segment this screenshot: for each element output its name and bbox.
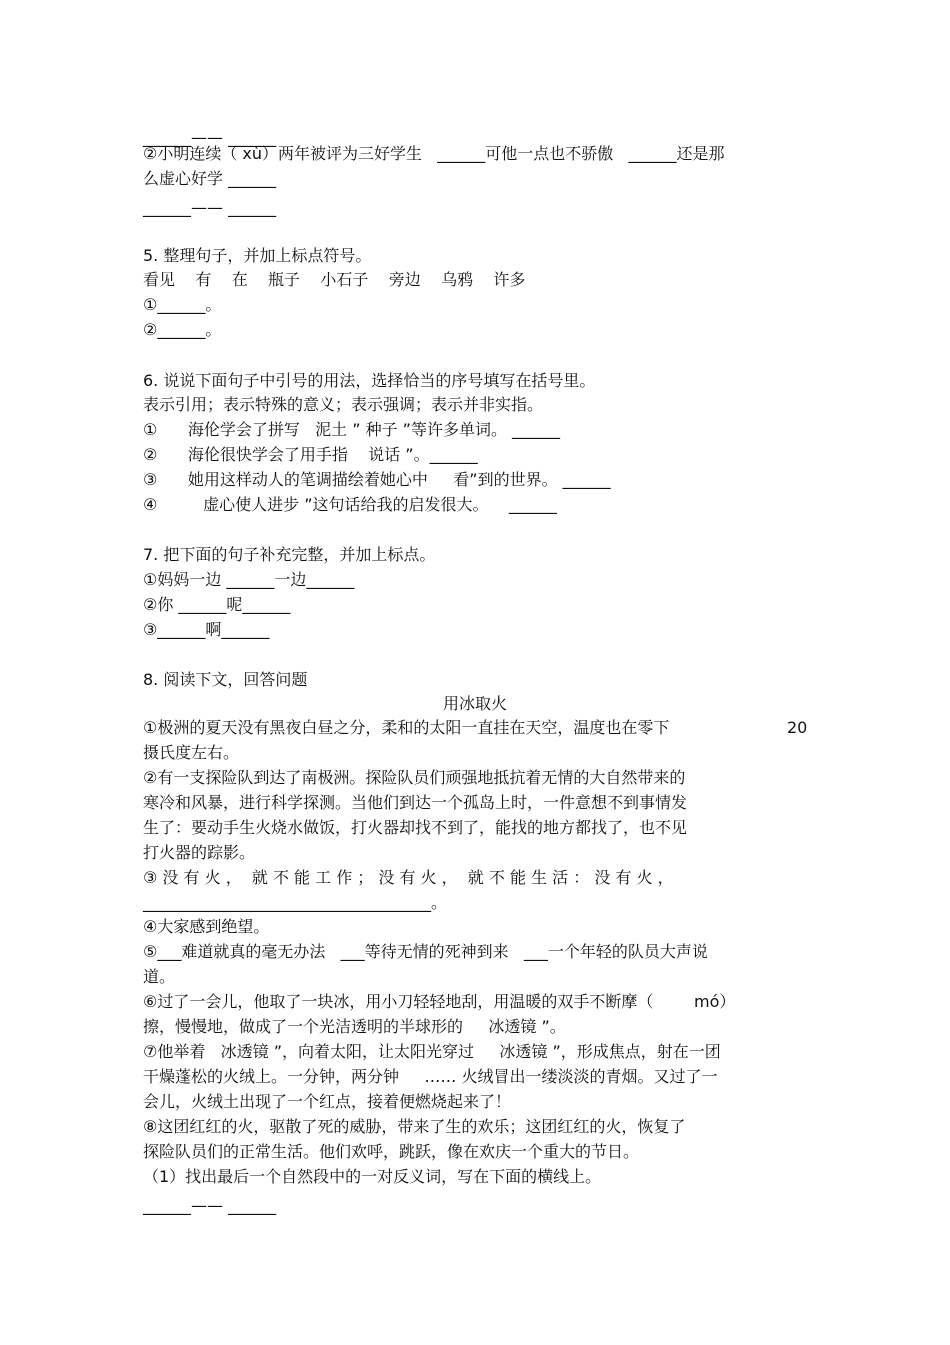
- question-5-heading: 5. 整理句子，并加上标点符号。: [143, 246, 372, 265]
- passage-temp-value: 20: [787, 718, 808, 737]
- passage-title: 用冰取火: [442, 694, 507, 713]
- q4-sentence-2-cont: 么虚心好学 ______: [143, 169, 277, 188]
- answer-line-synonym-pair: ______—— ______: [143, 128, 277, 147]
- sub-question-1: （1）找出最后一个自然段中的一对反义词，写在下面的横线上。: [143, 1167, 602, 1186]
- q4-sentence-2: ②小明连续（ xù）两年被评为三好学生 ______可他一点也不骄傲 ______还是那: [143, 144, 725, 163]
- question-7-heading: 7. 把下面的句子补充完整，并加上标点。: [143, 545, 436, 564]
- answer-line-antonym-pair: ______—— ______: [143, 1196, 277, 1215]
- passage-para-2-line-2: 寒冷和风暴，进行科学探测。当他们到达一个孤岛上时，一件意想不到事情发: [143, 793, 688, 812]
- passage-para-3-blank: ____________________________________。: [143, 893, 448, 912]
- question-7-item-1: ①妈妈一边 ______一边______: [143, 570, 355, 589]
- answer-line-pair: ______—— ______: [143, 198, 277, 217]
- passage-para-7-line-1: ⑦他举着 冰透镜 ”，向着太阳，让太阳光穿过 冰透镜 ”，形成焦点，射在一团: [143, 1042, 721, 1061]
- question-6-options: 表示引用；表示特殊的意义；表示强调；表示并非实指。: [143, 395, 544, 414]
- question-5-answer-1: ①______。: [143, 295, 222, 314]
- question-6-item-1: ① 海伦学会了拼写 泥土 ” 种子 ”等许多单词。 ______: [143, 420, 561, 439]
- question-6-item-2: ② 海伦很快学会了用手指 说话 ”。______: [143, 445, 478, 464]
- question-6-item-4: ④ 虚心使人进步 ”这句话给我的启发很大。 ______: [143, 495, 557, 514]
- passage-para-4: ④大家感到绝望。: [143, 917, 270, 936]
- passage-para-6-cont: 擦，慢慢地，做成了一个光洁透明的半球形的 冰透镜 ”。: [143, 1017, 566, 1036]
- passage-para-1: ①极洲的夏天没有黑夜白昼之分，柔和的太阳一直挂在天空，温度也在零下: [143, 718, 670, 737]
- passage-para-7-line-2: 干燥蓬松的火绒上。一分钟，两分钟 …… 火绒冒出一缕淡淡的青烟。又过了一: [143, 1067, 718, 1086]
- passage-para-6: ⑥过了一会儿，他取了一块冰，用小刀轻轻地刮，用温暖的双手不断摩（ mó）: [143, 992, 736, 1011]
- passage-para-8-line-2: 探险队员们的正常生活。他们欢呼，跳跃，像在欢庆一个重大的节日。: [143, 1142, 640, 1161]
- question-7-item-3: ③______啊______: [143, 620, 270, 639]
- passage-para-2-line-3: 生了：要动手生火烧水做饭，打火器却找不到了，能找的地方都找了，也不见: [143, 818, 688, 837]
- passage-para-5: ⑤___难道就真的毫无办法 ___等待无情的死神到来 ___一个年轻的队员大声说: [143, 942, 708, 961]
- question-5-answer-2: ②______。: [143, 320, 222, 339]
- passage-para-7-line-3: 会儿，火绒土出现了一个红点，接着便燃烧起来了！: [143, 1092, 512, 1111]
- passage-para-1-cont: 摄氏度左右。: [143, 743, 240, 762]
- question-5-words: 看见 有 在 瓶子 小石子 旁边 乌鸦 许多: [143, 270, 526, 289]
- question-6-heading: 6. 说说下面句子中引号的用法，选择恰当的序号填写在括号里。: [143, 371, 596, 390]
- passage-para-5-cont: 道。: [143, 967, 176, 986]
- passage-para-8-line-1: ⑧这团红红的火，驱散了死的威胁，带来了生的欢乐；这团红红的火，恢复了: [143, 1117, 686, 1136]
- question-7-item-2: ②你 ______呢______: [143, 595, 291, 614]
- passage-para-2-line-1: ②有一支探险队到达了南极洲。探险队员们顽强地抵抗着无情的大自然带来的: [143, 768, 686, 787]
- passage-para-3: ③ 没 有 火 ， 就 不 能 工 作 ； 没 有 火 ， 就 不 能 生 活 ： 没 有 火 ，: [143, 868, 674, 887]
- question-8-heading: 8. 阅读下文，回答问题: [143, 670, 308, 689]
- passage-para-2-line-4: 打火器的踪影。: [143, 843, 256, 862]
- question-6-item-3: ③ 她用这样动人的笔调描绘着她心中 看”到的世界。 ______: [143, 470, 611, 489]
